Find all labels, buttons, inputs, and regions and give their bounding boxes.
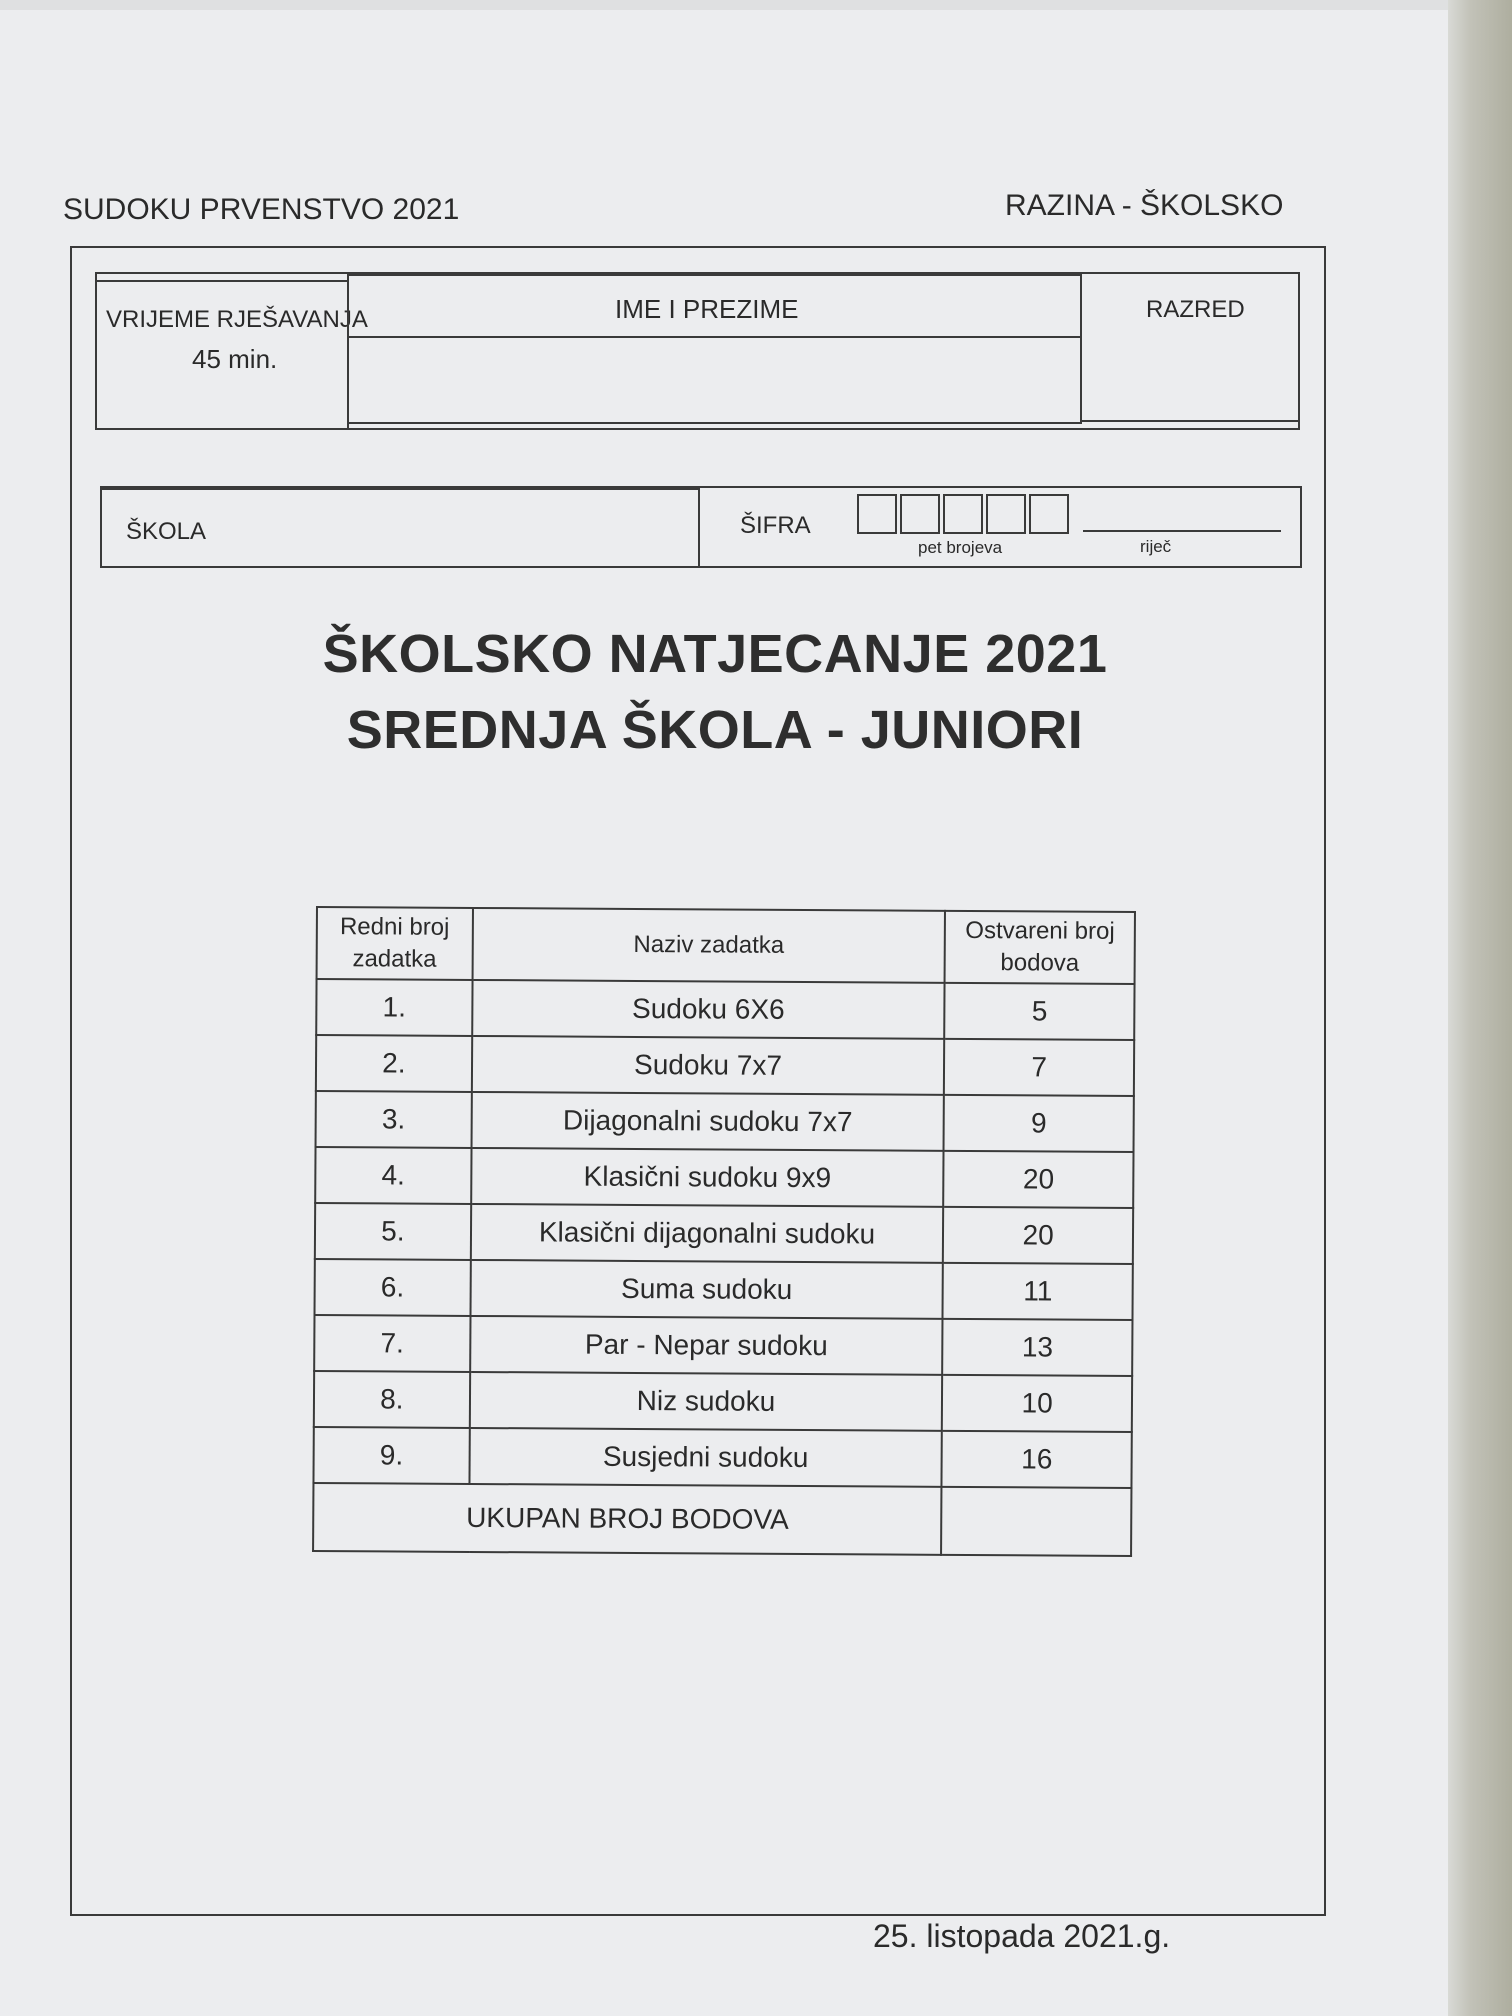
task-points: 20 (943, 1207, 1133, 1264)
task-number: 1. (316, 979, 472, 1036)
task-number: 8. (314, 1371, 470, 1428)
table-row (314, 1315, 1132, 1376)
header-level: RAZINA - ŠKOLSKO (1005, 189, 1284, 222)
paper-top-edge (0, 0, 1448, 10)
table-row (316, 1035, 1134, 1096)
task-points: 10 (942, 1375, 1132, 1432)
code-digit-box-3[interactable] (943, 494, 983, 534)
total-points-field[interactable] (941, 1487, 1131, 1556)
task-number: 2. (316, 1035, 472, 1092)
task-name: Klasični sudoku 9x9 (471, 1148, 944, 1207)
table-row (314, 1371, 1132, 1432)
task-points: 16 (942, 1431, 1132, 1488)
header-task-name: Naziv zadatka (472, 908, 945, 983)
table-row (315, 1147, 1133, 1208)
task-points: 13 (942, 1319, 1132, 1376)
title-line-1: ŠKOLSKO NATJECANJE 2021 (322, 624, 1108, 684)
time-value: 45 min. (192, 344, 278, 374)
task-name: Suma sudoku (470, 1260, 943, 1319)
class-cell[interactable] (1080, 272, 1300, 422)
time-label: VRIJEME RJEŠAVANJA (106, 306, 368, 333)
task-name: Sudoku 6X6 (472, 980, 945, 1039)
task-points: 7 (944, 1039, 1134, 1096)
code-word-line[interactable] (1083, 530, 1281, 532)
school-label: ŠKOLA (126, 518, 207, 545)
task-number: 3. (316, 1091, 472, 1148)
table-header-row (317, 907, 1135, 984)
task-number: 9. (313, 1427, 469, 1484)
code-label: ŠIFRA (740, 512, 811, 539)
table-row (315, 1203, 1133, 1264)
code-digit-box-5[interactable] (1029, 494, 1069, 534)
task-number: 7. (314, 1315, 470, 1372)
header-competition: SUDOKU PRVENSTVO 2021 (63, 193, 460, 226)
task-name: Klasični dijagonalni sudoku (471, 1204, 944, 1263)
table-row (316, 979, 1134, 1040)
total-label: UKUPAN BROJ BODOVA (313, 1483, 942, 1555)
footer-date: 25. listopada 2021.g. (873, 1918, 1171, 1954)
task-points: 20 (944, 1151, 1134, 1208)
task-name: Niz sudoku (470, 1372, 943, 1431)
code-digit-box-1[interactable] (857, 494, 897, 534)
name-label: IME I PREZIME (615, 294, 799, 324)
task-name: Par - Nepar sudoku (470, 1316, 943, 1375)
name-field[interactable] (347, 336, 1082, 424)
task-number: 4. (315, 1147, 471, 1204)
code-digit-box-2[interactable] (900, 494, 940, 534)
task-name: Sudoku 7x7 (472, 1036, 945, 1095)
table-row (315, 1259, 1133, 1320)
task-number: 6. (315, 1259, 471, 1316)
code-digits-hint: pet brojeva (918, 538, 1003, 557)
task-points: 9 (944, 1095, 1134, 1152)
table-total-row (313, 1483, 1131, 1556)
task-name: Susjedni sudoku (469, 1428, 942, 1487)
title-line-2: SREDNJA ŠKOLA - JUNIORI (346, 700, 1084, 760)
task-points: 11 (943, 1263, 1133, 1320)
task-points: 5 (945, 983, 1135, 1040)
header-task-number: Redni broj zadatka (317, 907, 473, 980)
code-digit-box-4[interactable] (986, 494, 1026, 534)
header-points: Ostvareni broj bodova (945, 911, 1135, 984)
tasks-table (312, 906, 1136, 1557)
class-label: RAZRED (1146, 296, 1245, 323)
code-word-hint: riječ (1140, 537, 1172, 556)
task-number: 5. (315, 1203, 471, 1260)
table-row (313, 1427, 1131, 1488)
desk-background (1448, 0, 1512, 2016)
table-row (316, 1091, 1134, 1152)
task-name: Dijagonalni sudoku 7x7 (471, 1092, 944, 1151)
